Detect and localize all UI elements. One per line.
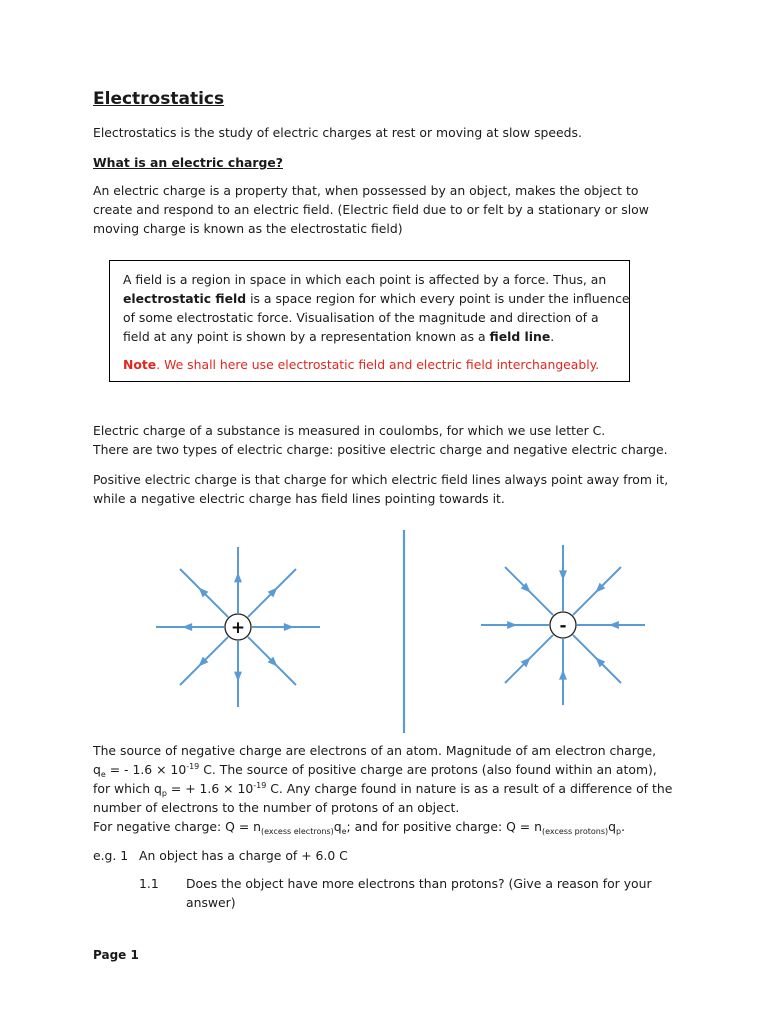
page-number: Page 1	[93, 948, 139, 962]
positive-arrowhead-1	[284, 623, 294, 631]
box-line-2	[123, 289, 630, 308]
question-line-2: answer)	[186, 895, 236, 910]
exponent-2: -19	[253, 780, 267, 790]
sub-p: p	[616, 827, 622, 836]
note-text: . We shall here use electrostatic field and electric field interchangeably.	[156, 357, 600, 372]
definition-line-1: An electric charge is a property that, when possessed by an object, makes the object to	[93, 183, 639, 198]
source-line-5	[93, 817, 625, 838]
pos-formula-a: ; and for positive charge: Q = n	[346, 819, 542, 834]
field-lines-text-2: while a negative electric charge has field lines pointing towards it.	[93, 491, 505, 506]
box-note	[123, 355, 599, 374]
source-line-4: number of electrons to the number of protons of an object.	[93, 800, 460, 815]
positive-charge-symbol: +	[230, 618, 246, 638]
sub-e: e	[341, 827, 347, 836]
box-line-4	[123, 327, 554, 346]
negative-arrowhead-2	[507, 621, 517, 629]
example-text: An object has a charge of + 6.0 C	[139, 848, 348, 863]
source-line-2-text: C. The source of positive charge are protons (also found within an atom),	[199, 762, 657, 777]
positive-charge-field	[156, 547, 320, 707]
q-sub-e: e	[100, 770, 106, 779]
source-line-3-text-c: C. Any charge found in nature is as a result of a difference of the	[266, 781, 673, 796]
electron-charge-value: = - 1.6 × 10	[105, 762, 187, 777]
source-line-3	[93, 779, 672, 800]
field-lines-diagram	[140, 525, 660, 740]
sub-excess-protons: (excess protons)	[541, 827, 609, 836]
formula-end: .	[621, 819, 626, 834]
measure-line-2: There are two types of electric charge: positive electric charge and negative electric charge.	[93, 442, 668, 457]
pos-formula-q: q	[608, 819, 617, 834]
q-sub-p: p	[161, 789, 167, 798]
exponent-1: -19	[186, 761, 200, 771]
box-term-electrostatic-field: electrostatic field	[123, 291, 247, 306]
positive-arrowhead-2	[182, 623, 192, 631]
negative-charge-field	[481, 545, 645, 705]
source-line-2	[93, 760, 657, 781]
negative-arrowhead-3	[559, 570, 567, 580]
definition-line-3: moving charge is known as the electrostatic field)	[93, 221, 403, 236]
box-line-2-text: is a space region for which every point is under the influence	[246, 291, 630, 306]
field-lines-text-1: Positive electric charge is that charge for which electric field lines always point away from it,	[93, 472, 669, 487]
sub-excess-electrons: (excess electrons)	[261, 827, 334, 836]
box-line-4-end: .	[550, 329, 555, 344]
source-line-3-text-a: for which q	[93, 781, 162, 796]
question-number: 1.1	[139, 876, 159, 891]
note-label: Note	[123, 357, 157, 372]
definition-box	[109, 260, 630, 382]
page-title: Electrostatics	[93, 89, 225, 109]
box-line-1: A field is a region in space in which each point is affected by a force. Thus, an	[123, 272, 607, 287]
box-line-3: of some electrostatic force. Visualisation of the magnitude and direction of a	[123, 310, 599, 325]
section-heading: What is an electric charge?	[93, 155, 283, 170]
negative-arrowhead-4	[559, 670, 567, 680]
source-line-1: The source of negative charge are electrons of an atom. Magnitude of am electron charge,	[93, 743, 657, 758]
box-term-field-line: field line	[489, 329, 551, 344]
intro-paragraph: Electrostatics is the study of electric charges at rest or moving at slow speeds.	[93, 125, 582, 140]
negative-charge-symbol: -	[559, 616, 567, 636]
positive-arrowhead-3	[234, 572, 242, 582]
question-line-1: Does the object have more electrons than protons? (Give a reason for your	[186, 876, 652, 891]
neg-formula-q: q	[333, 819, 342, 834]
example-label: e.g. 1	[93, 848, 129, 863]
q-symbol: q	[93, 762, 101, 777]
definition-line-2: create and respond to an electric field. (Electric field due to or felt by a stationary or slow	[93, 202, 649, 217]
neg-formula-a: For negative charge: Q = n	[93, 819, 262, 834]
box-line-4-text: field at any point is shown by a representation known as a	[123, 329, 490, 344]
measure-line-1: Electric charge of a substance is measured in coulombs, for which we use letter C.	[93, 423, 606, 438]
proton-charge-value: = + 1.6 × 10	[166, 781, 254, 796]
negative-arrowhead-1	[609, 621, 619, 629]
positive-arrowhead-4	[234, 672, 242, 682]
